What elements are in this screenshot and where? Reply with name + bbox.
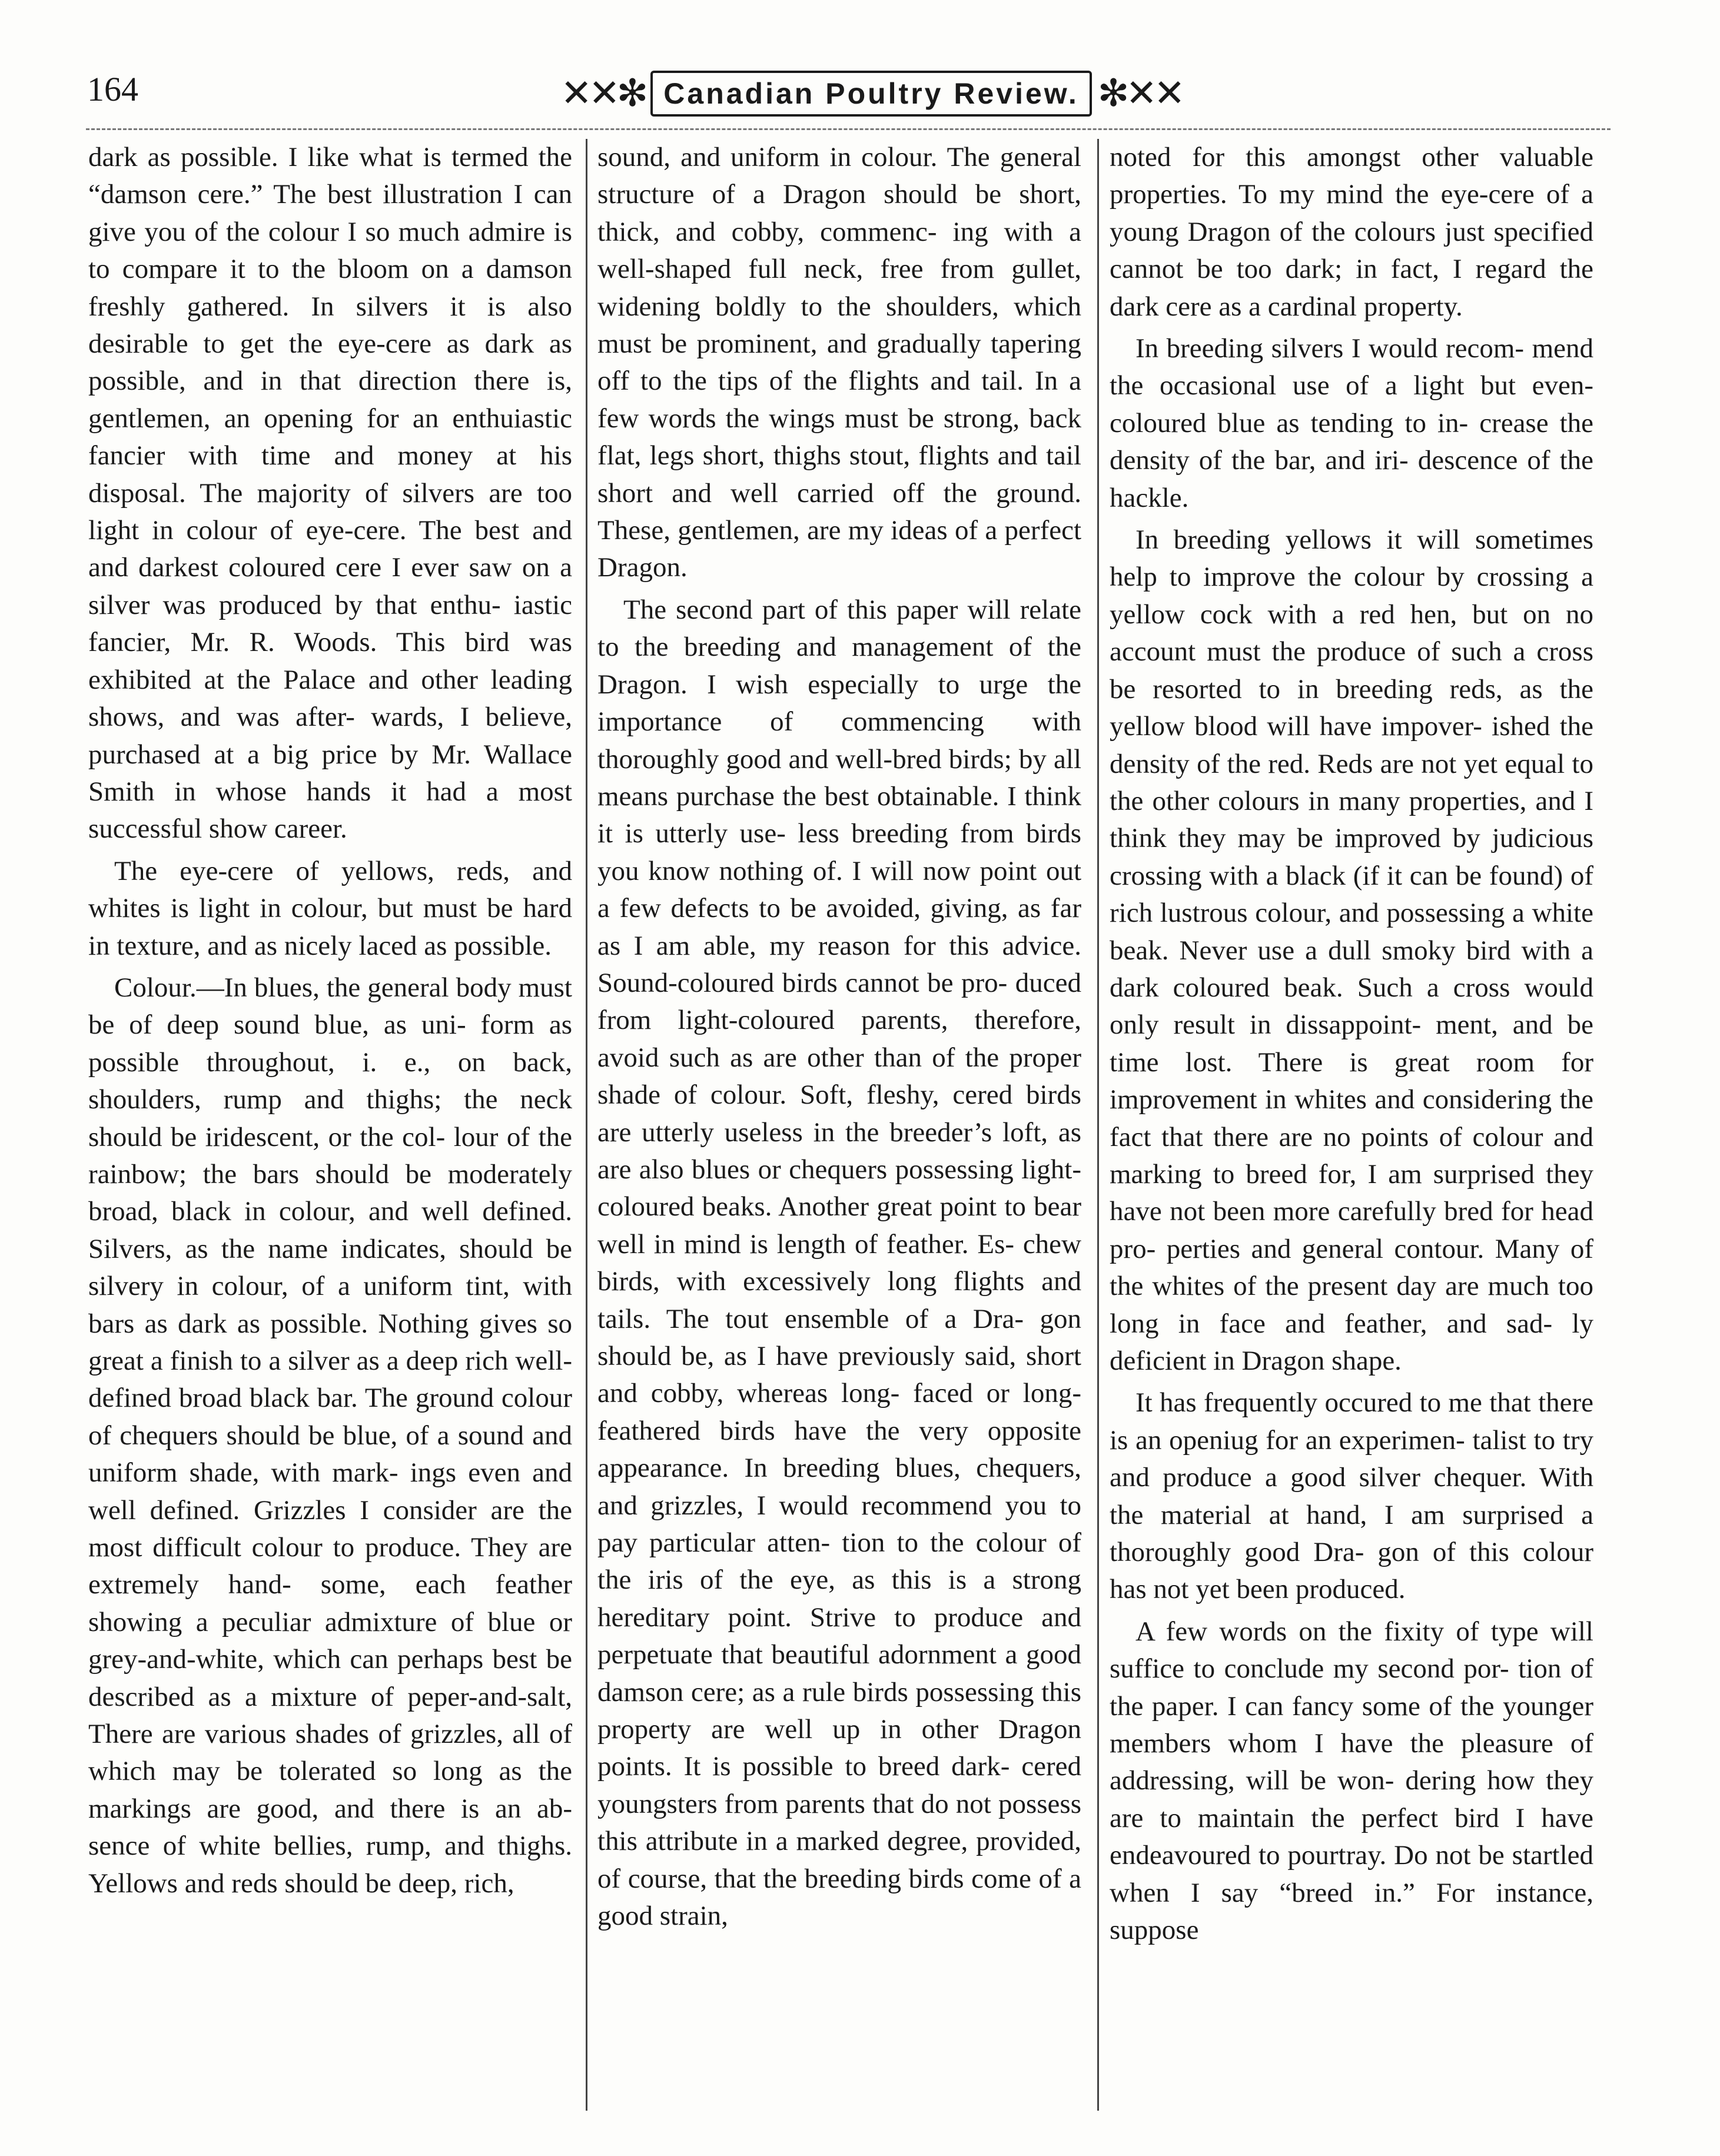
text-column-2 xyxy=(597,139,1081,2140)
column-divider xyxy=(1097,139,1099,2111)
paragraph: noted for this amongst other valuable properties. To my mind the eye-cere of a young Dragon of the colours just specified cannot be too dark; in fact, I regard the dark cere as a cardinal property. xyxy=(1110,142,1593,322)
text-column-3 xyxy=(1110,139,1593,2140)
column-divider xyxy=(586,139,587,2111)
page-number: 164 xyxy=(87,70,138,108)
ornament-right-icon: ✻✕✕ xyxy=(1097,72,1182,114)
text-column-1 xyxy=(88,139,572,2140)
paragraph: sound, and uniform in colour. The general structure of a Dragon should be short, thick, and cobby, commenc- ing with a well-shaped full neck, free from gullet, widening boldly to the shoulders, which must be prominent, and gradually tapering off to the tips of the flights and tail. In a few words the wings must be strong, back flat, legs short, thighs stout, flights and tail short and well carried off the ground. These, gentlemen, are my ideas of a perfect Dragon. xyxy=(597,142,1081,583)
paragraph: In breeding silvers I would recom- mend the occasional use of a light but even-coloured blue as tending to in- crease the density of the bar, and iri- descence of the hackle. xyxy=(1110,333,1593,513)
paragraph: In breeding yellows it will sometimes help to improve the colour by crossing a yellow cock with a red hen, but on no account must the produce of such a cross be resorted to in breeding reds, as the yellow blood will have impover- ished the density of the red. Reds are not yet equal to the other colours in many properties, and I think they may be improved by judicious crossing with a black (if it can be found) of rich lustrous colour, and possessing a white beak. Never use a dull smoky bird with a dark coloured beak. Such a cross would only result in dissappoint- ment, and be time lost. There is great room for improvement in whites and considering the fact that there are no points of colour and marking to breed for, I am surprised they have not been more carefully bred for head pro- perties and general contour. Many of the whites of the present day are much too long in face and feather, and sad- ly deficient in Dragon shape. xyxy=(1110,524,1593,1376)
paragraph: The second part of this paper will relate to the breeding and management of the Dragon. I wish especially to urge the importance of commencing with thoroughly good and well-bred birds; by all means purchase the best obtainable. I think it is utterly use- less breeding from birds you know nothing of. I will now point out a few defects to be avoided, giving, as far as I am able, my reason for this advice. Sound-coloured birds cannot be pro- duced from light-coloured parents, therefore, avoid such as are other than of the proper shade of colour. Soft, fleshy, cered birds are utterly useless in the breeder’s loft, as are also blues or chequers possessing light-coloured beaks. Another great point to bear well in mind is length of feather. Es- chew birds, with excessively long flights and tails. The tout ensemble of a Dra- gon should be, as I have previously said, short and cobby, whereas long- faced or long-feathered birds have the very opposite appearance. In breeding blues, chequers, and grizzles, I would recommend you to pay particular atten- tion to the colour of the iris of the eye, as this is a strong hereditary point. Strive to produce and perpetuate that beautiful adornment a good damson cere; as a rule birds possessing this property are well up in other Dragon points. It is possible to breed dark- cered youngsters from parents that do not possess this attribute in a marked degree, provided, of course, that the breeding birds come of a good strain, xyxy=(597,594,1081,1932)
paragraph: It has frequently occured to me that there is an openiug for an experimen- talist to try and produce a good silver chequer. With the material at hand, I am surprised a thoroughly good Dra- gon of this colour has not yet been produced. xyxy=(1110,1387,1593,1605)
masthead xyxy=(560,61,1182,126)
journal-title: Canadian Poultry Review. xyxy=(650,71,1091,117)
ornament-left-icon: ✕✕✻ xyxy=(560,72,645,114)
paragraph: The eye-cere of yellows, reds, and whites is light in colour, but must be hard in texture, and as nicely laced as possible. xyxy=(88,855,572,961)
header-rule xyxy=(86,128,1611,130)
paragraph: A few words on the fixity of type will suffice to conclude my second por- tion of the paper. I can fancy some of the younger members whom I have the pleasure of addressing, will be won- dering how they are to maintain the perfect bird I have endeavoured to pourtray. Do not be startled when I say “breed in.” For instance, suppose xyxy=(1110,1616,1593,1946)
paragraph: Colour.—In blues, the general body must be of deep sound blue, as uni- form as possible throughout, i. e., on back, shoulders, rump and thighs; the neck should be iridescent, or the col- lour of the rainbow; the bars should be moderately broad, black in colour, and well defined. Silvers, as the name indicates, should be silvery in colour, of a uniform tint, with bars as dark as possible. Nothing gives so great a finish to a silver as a deep rich well- defined broad black bar. The ground colour of chequers should be blue, of a sound and uniform shade, with mark- ings even and well defined. Grizzles I consider are the most difficult colour to produce. They are extremely hand- some, each feather showing a peculiar admixture of blue or grey-and-white, which can perhaps best be described as a mixture of peper-and-salt, There are various shades of grizzles, all of which may be tolerated so long as the markings are good, and there is an ab- sence of white bellies, rump, and thighs. Yellows and reds should be deep, rich, xyxy=(88,972,572,1899)
paragraph: dark as possible. I like what is termed the “damson cere.” The best illustration I can give you of the colour I so much admire is to compare it to the bloom on a damson freshly gathered. In silvers it is also desirable to get the eye-cere as dark as possible, and in that direction there is, gentlemen, an opening for an enthuiastic fancier with time and money at his disposal. The majority of silvers are too light in colour of eye-cere. The best and and darkest coloured cere I ever saw on a silver was produced by that enthu- iastic fancier, Mr. R. Woods. This bird was exhibited at the Palace and other leading shows, and was after- wards, I believe, purchased at a big price by Mr. Wallace Smith in whose hands it had a most successful show career. xyxy=(88,142,572,845)
